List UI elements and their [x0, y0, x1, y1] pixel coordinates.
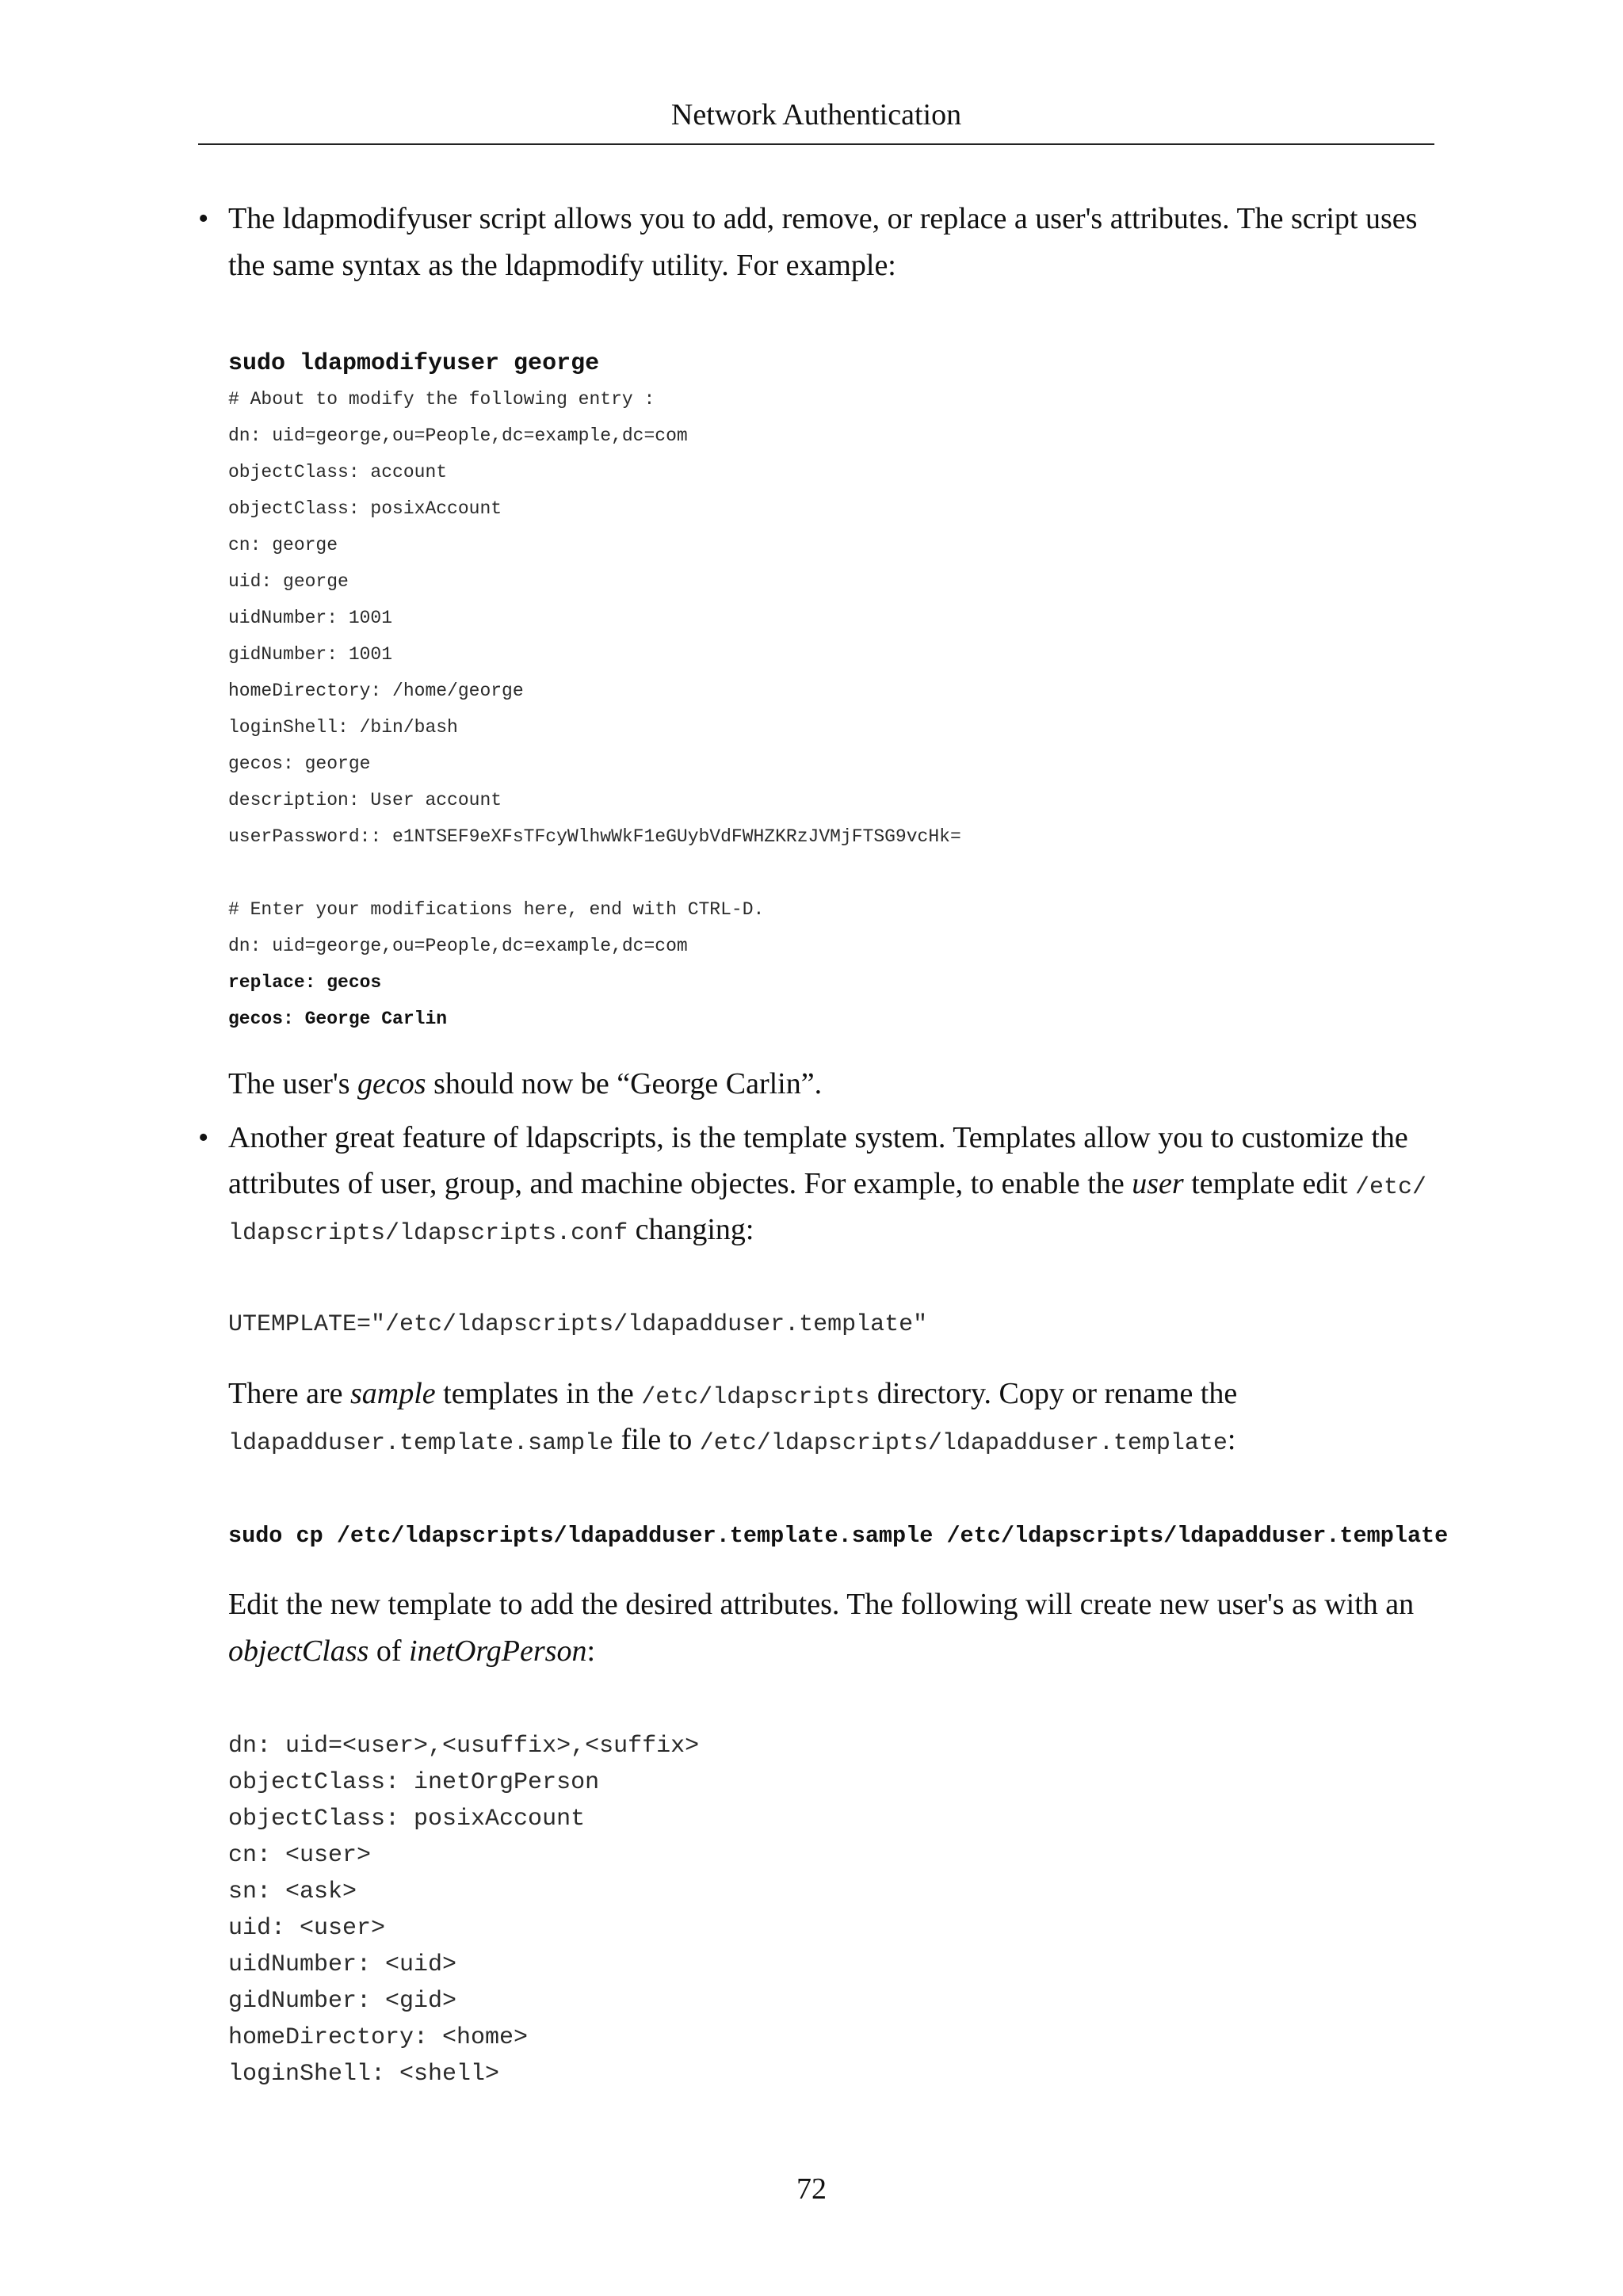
output-line: objectClass: account: [228, 462, 448, 482]
output-line: uid: george: [228, 571, 349, 592]
copy-template-command: sudo cp /etc/ldapscripts/ldapadduser.template.sample /etc/ldapscripts/ldapadduser.template: [228, 1523, 1449, 1549]
output-line: objectClass: posixAccount: [228, 498, 502, 519]
item1-para-line-1: The ldapmodifyuser script allows you to add, remove, or replace a user's attributes. The script uses: [228, 202, 1418, 235]
para-emphasis: sample: [350, 1377, 436, 1410]
output-line: loginShell: /bin/bash: [228, 717, 458, 738]
para-text: directory. Copy or rename the: [869, 1377, 1238, 1410]
inline-code: /etc/: [1355, 1174, 1427, 1201]
command-ldapmodifyuser: sudo ldapmodifyuser george: [228, 350, 600, 377]
output-line: description: User account: [228, 790, 502, 810]
para-text: changing:: [628, 1213, 754, 1246]
header-rule: [198, 143, 1434, 145]
output-line: cn: george: [228, 535, 338, 555]
modify-line: # Enter your modifications here, end with CTRL-D.: [228, 899, 765, 920]
inline-code: /etc/ldapscripts: [641, 1384, 870, 1411]
template-line: cn: <user>: [228, 1842, 372, 1869]
para-emphasis: user: [1132, 1167, 1184, 1200]
template-line: gidNumber: <gid>: [228, 1988, 457, 2015]
template-line: uidNumber: <uid>: [228, 1951, 457, 1978]
input-line: replace: gecos: [228, 972, 382, 993]
inline-code: ldapadduser.template.sample: [228, 1430, 614, 1457]
item2-para-line-2: [228, 1165, 1426, 1206]
output-line: gidNumber: 1001: [228, 644, 393, 665]
template-line: homeDirectory: <home>: [228, 2024, 529, 2051]
template-line: loginShell: <shell>: [228, 2061, 500, 2088]
bullet-2: •: [198, 1121, 209, 1154]
edit-template-line-1: Edit the new template to add the desired attributes. The following will create new user's as with an: [228, 1588, 1415, 1621]
result-text: The user's: [228, 1067, 358, 1100]
input-line: gecos: George Carlin: [228, 1009, 448, 1029]
para-text: template edit: [1183, 1167, 1355, 1200]
output-line: uidNumber: 1001: [228, 608, 393, 628]
ldapmodifyuser-output: [228, 387, 961, 861]
sample-templates-line-2: [228, 1421, 1235, 1462]
template-line: uid: <user>: [228, 1915, 386, 1942]
inline-code: /etc/ldapscripts/ldapadduser.template: [699, 1430, 1228, 1457]
para-text: templates in the: [435, 1377, 642, 1410]
para-text: :: [1227, 1423, 1236, 1456]
para-text: There are: [228, 1377, 350, 1410]
para-emphasis: inetOrgPerson: [408, 1634, 587, 1668]
template-line: objectClass: posixAccount: [228, 1806, 586, 1833]
modification-block: [228, 898, 764, 1043]
sample-templates-line-1: [228, 1375, 1237, 1416]
item2-para-line-1: Another great feature of ldapscripts, is the template system. Templates allow you to customize the: [228, 1121, 1408, 1154]
template-line: sn: <ask>: [228, 1878, 357, 1905]
para-text: :: [586, 1634, 596, 1668]
template-line: dn: uid=<user>,<usuffix>,<suffix>: [228, 1733, 700, 1760]
para-emphasis: objectClass: [228, 1634, 369, 1668]
bullet-1: •: [198, 202, 209, 235]
item2-para-line-3: [228, 1211, 754, 1252]
inline-code: ldapscripts/ldapscripts.conf: [228, 1220, 628, 1247]
output-line: # About to modify the following entry :: [228, 389, 655, 410]
output-line: userPassword:: e1NTSEF9eXFsTFcyWlhwWkF1eGUybVdFWHZKRzJVMjFTSG9vcHk=: [228, 826, 961, 847]
template-listing: [228, 1731, 699, 2096]
para-text: of: [369, 1634, 409, 1668]
result-text: should now be “George Carlin”.: [426, 1067, 823, 1100]
edit-template-line-2: [228, 1633, 595, 1669]
utemplate-config-line: UTEMPLATE="/etc/ldapscripts/ldapadduser.template": [228, 1311, 928, 1338]
running-header: Network Authentication: [670, 98, 962, 132]
output-line: homeDirectory: /home/george: [228, 681, 524, 701]
para-text: file to: [613, 1423, 700, 1456]
page-number: 72: [796, 2172, 827, 2206]
output-line: dn: uid=george,ou=People,dc=example,dc=com: [228, 425, 688, 446]
modify-line: dn: uid=george,ou=People,dc=example,dc=com: [228, 936, 688, 956]
output-line: gecos: george: [228, 753, 371, 774]
item1-para-line-2: the same syntax as the ldapmodify utility. For example:: [228, 249, 896, 282]
gecos-result-sentence: [228, 1066, 822, 1102]
para-text: attributes of user, group, and machine objectes. For example, to enable the: [228, 1167, 1132, 1200]
template-line: objectClass: inetOrgPerson: [228, 1769, 600, 1796]
result-emphasis: gecos: [357, 1067, 426, 1100]
